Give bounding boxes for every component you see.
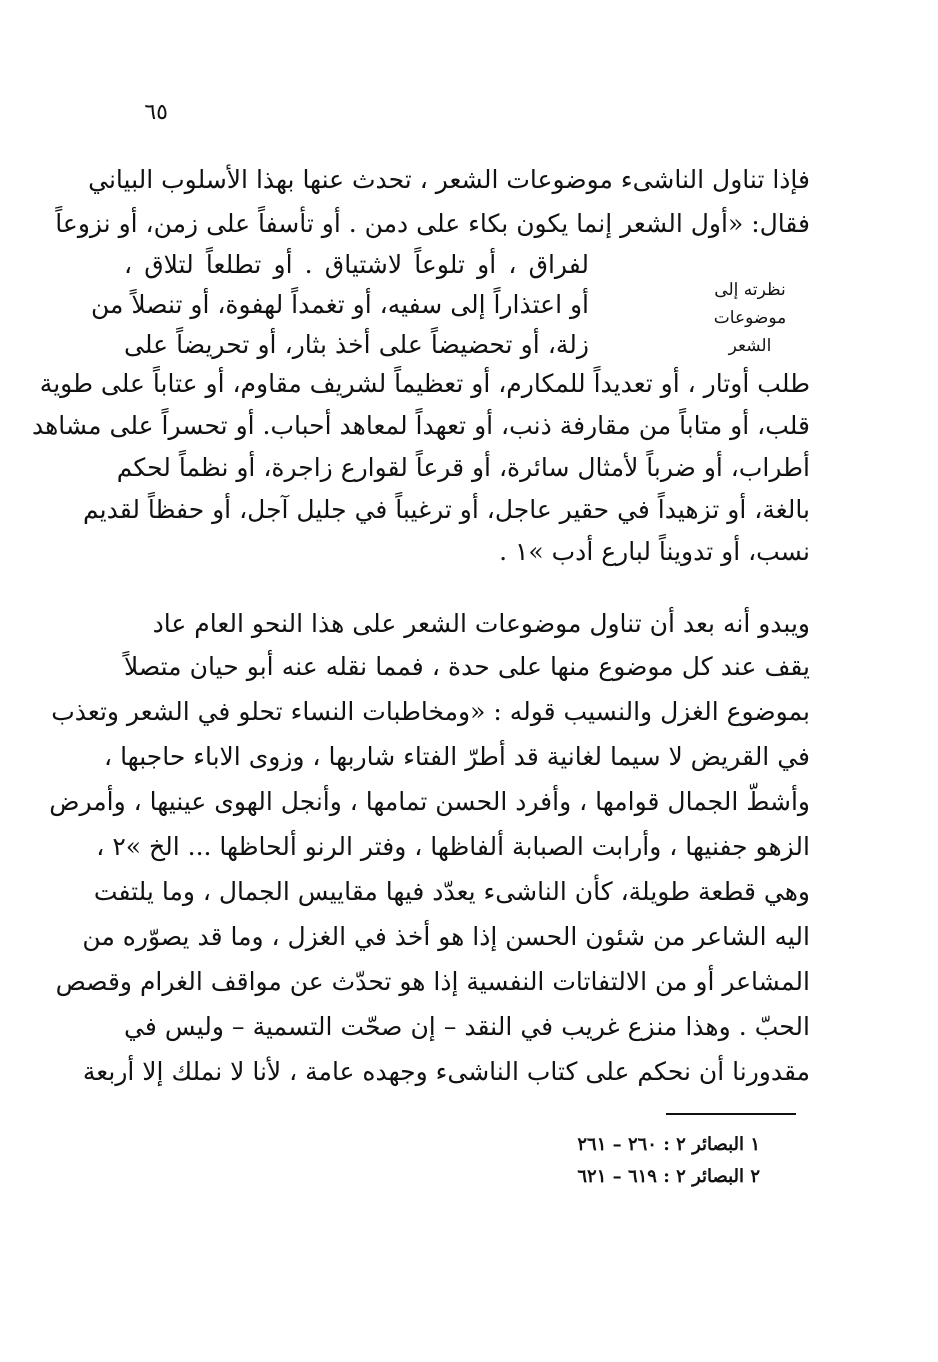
paragraph2-line-7: وهي قطعة طويلة، كأن الناشىء يعدّد فيها مقاييس الجمال ، وما يلتفت bbox=[93, 877, 810, 906]
paragraph1-line-3: لفراق ، أو تلوعاً لاشتياق . أو تطلعاً لتلاق ، bbox=[124, 250, 589, 279]
footnote-2: ٢ البصائر ٢ : ٦١٩ – ٦٢١ bbox=[577, 1166, 760, 1187]
paragraph2-line-9: المشاعر أو من الالتفاتات النفسية إذا هو تحدّث عن مواقف الغرام وقصص bbox=[55, 967, 810, 996]
paragraph2-line-10: الحبّ . وهذا منزع غريب في النقد – إن صحّت التسمية – وليس في bbox=[124, 1012, 810, 1041]
paragraph1-line-2: فقال: «أول الشعر إنما يكون بكاء على دمن . أو تأسفاً على زمن، أو نزوعاً bbox=[55, 209, 810, 238]
footnote-1: ١ البصائر ٢ : ٢٦٠ – ٢٦١ bbox=[577, 1134, 760, 1155]
paragraph2-line-1: ويبدو أنه بعد أن تناول موضوعات الشعر على هذا النحو العام عاد bbox=[152, 609, 810, 638]
paragraph1-line-4: أو اعتذاراً إلى سفيه، أو تغمداً لهفوة، أو تنصلاً من bbox=[90, 290, 589, 319]
paragraph1-line-8: أطراب، أو ضرباً لأمثال سائرة، أو قرعاً لقوارع زاجرة، أو نظماً لحكم bbox=[116, 453, 810, 482]
page-number: ٦٥ bbox=[144, 100, 168, 125]
paragraph1-line-6: طلب أوتار ، أو تعديداً للمكارم، أو تعظيماً لشريف مقاوم، أو عتاباً على طوية bbox=[39, 369, 810, 398]
paragraph1-line-10: نسب، أو تدويناً لبارع أدب »١ . bbox=[499, 537, 810, 566]
paragraph2-line-11: مقدورنا أن نحكم على كتاب الناشىء وجهده عامة ، لأنا لا نملك إلا أربعة bbox=[82, 1057, 810, 1086]
paragraph1-line-5: زلة، أو تحضيضاً على أخذ بثار، أو تحريضاً على bbox=[124, 330, 589, 359]
paragraph1-line-1: فإذا تناول الناشىء موضوعات الشعر ، تحدث عنها بهذا الأسلوب البياني bbox=[88, 165, 810, 194]
paragraph2-line-4: في القريض لا سيما لغانية قد أطرّ الفتاء شاربها ، وزوى الاباء حاجبها ، bbox=[104, 742, 810, 771]
footnote-separator bbox=[666, 1113, 796, 1115]
paragraph2-line-2: يقف عند كل موضوع منها على حدة ، فمما نقله عنه أبو حيان متصلاً bbox=[124, 652, 810, 681]
paragraph2-line-8: اليه الشاعر من شئون الحسن إذا هو أخذ في الغزل ، وما قد يصوّره من bbox=[82, 922, 810, 951]
paragraph2-line-6: الزهو جفنيها ، وأرابت الصبابة ألفاظها ، وفتر الرنو ألحاظها ... الخ »٢ ، bbox=[96, 832, 810, 861]
paragraph1-line-7: قلب، أو متاباً من مقارفة ذنب، أو تعهداً لمعاهد أحباب. أو تحسراً على مشاهد bbox=[31, 411, 810, 440]
paragraph2-line-5: وأشطّ الجمال قوامها ، وأفرد الحسن تمامها ، وأنجل الهوى عينيها ، وأمرض bbox=[49, 787, 810, 816]
paragraph2-line-3: بموضوع الغزل والنسيب قوله : «ومخاطبات النساء تحلو في الشعر وتعذب bbox=[51, 697, 810, 726]
margin-note: نظرته إلى موضوعات الشعر bbox=[713, 280, 787, 356]
paragraph1-line-9: بالغة، أو تزهيداً في حقير عاجل، أو ترغيباً في جليل آجل، أو حفظاً لقديم bbox=[83, 495, 810, 524]
